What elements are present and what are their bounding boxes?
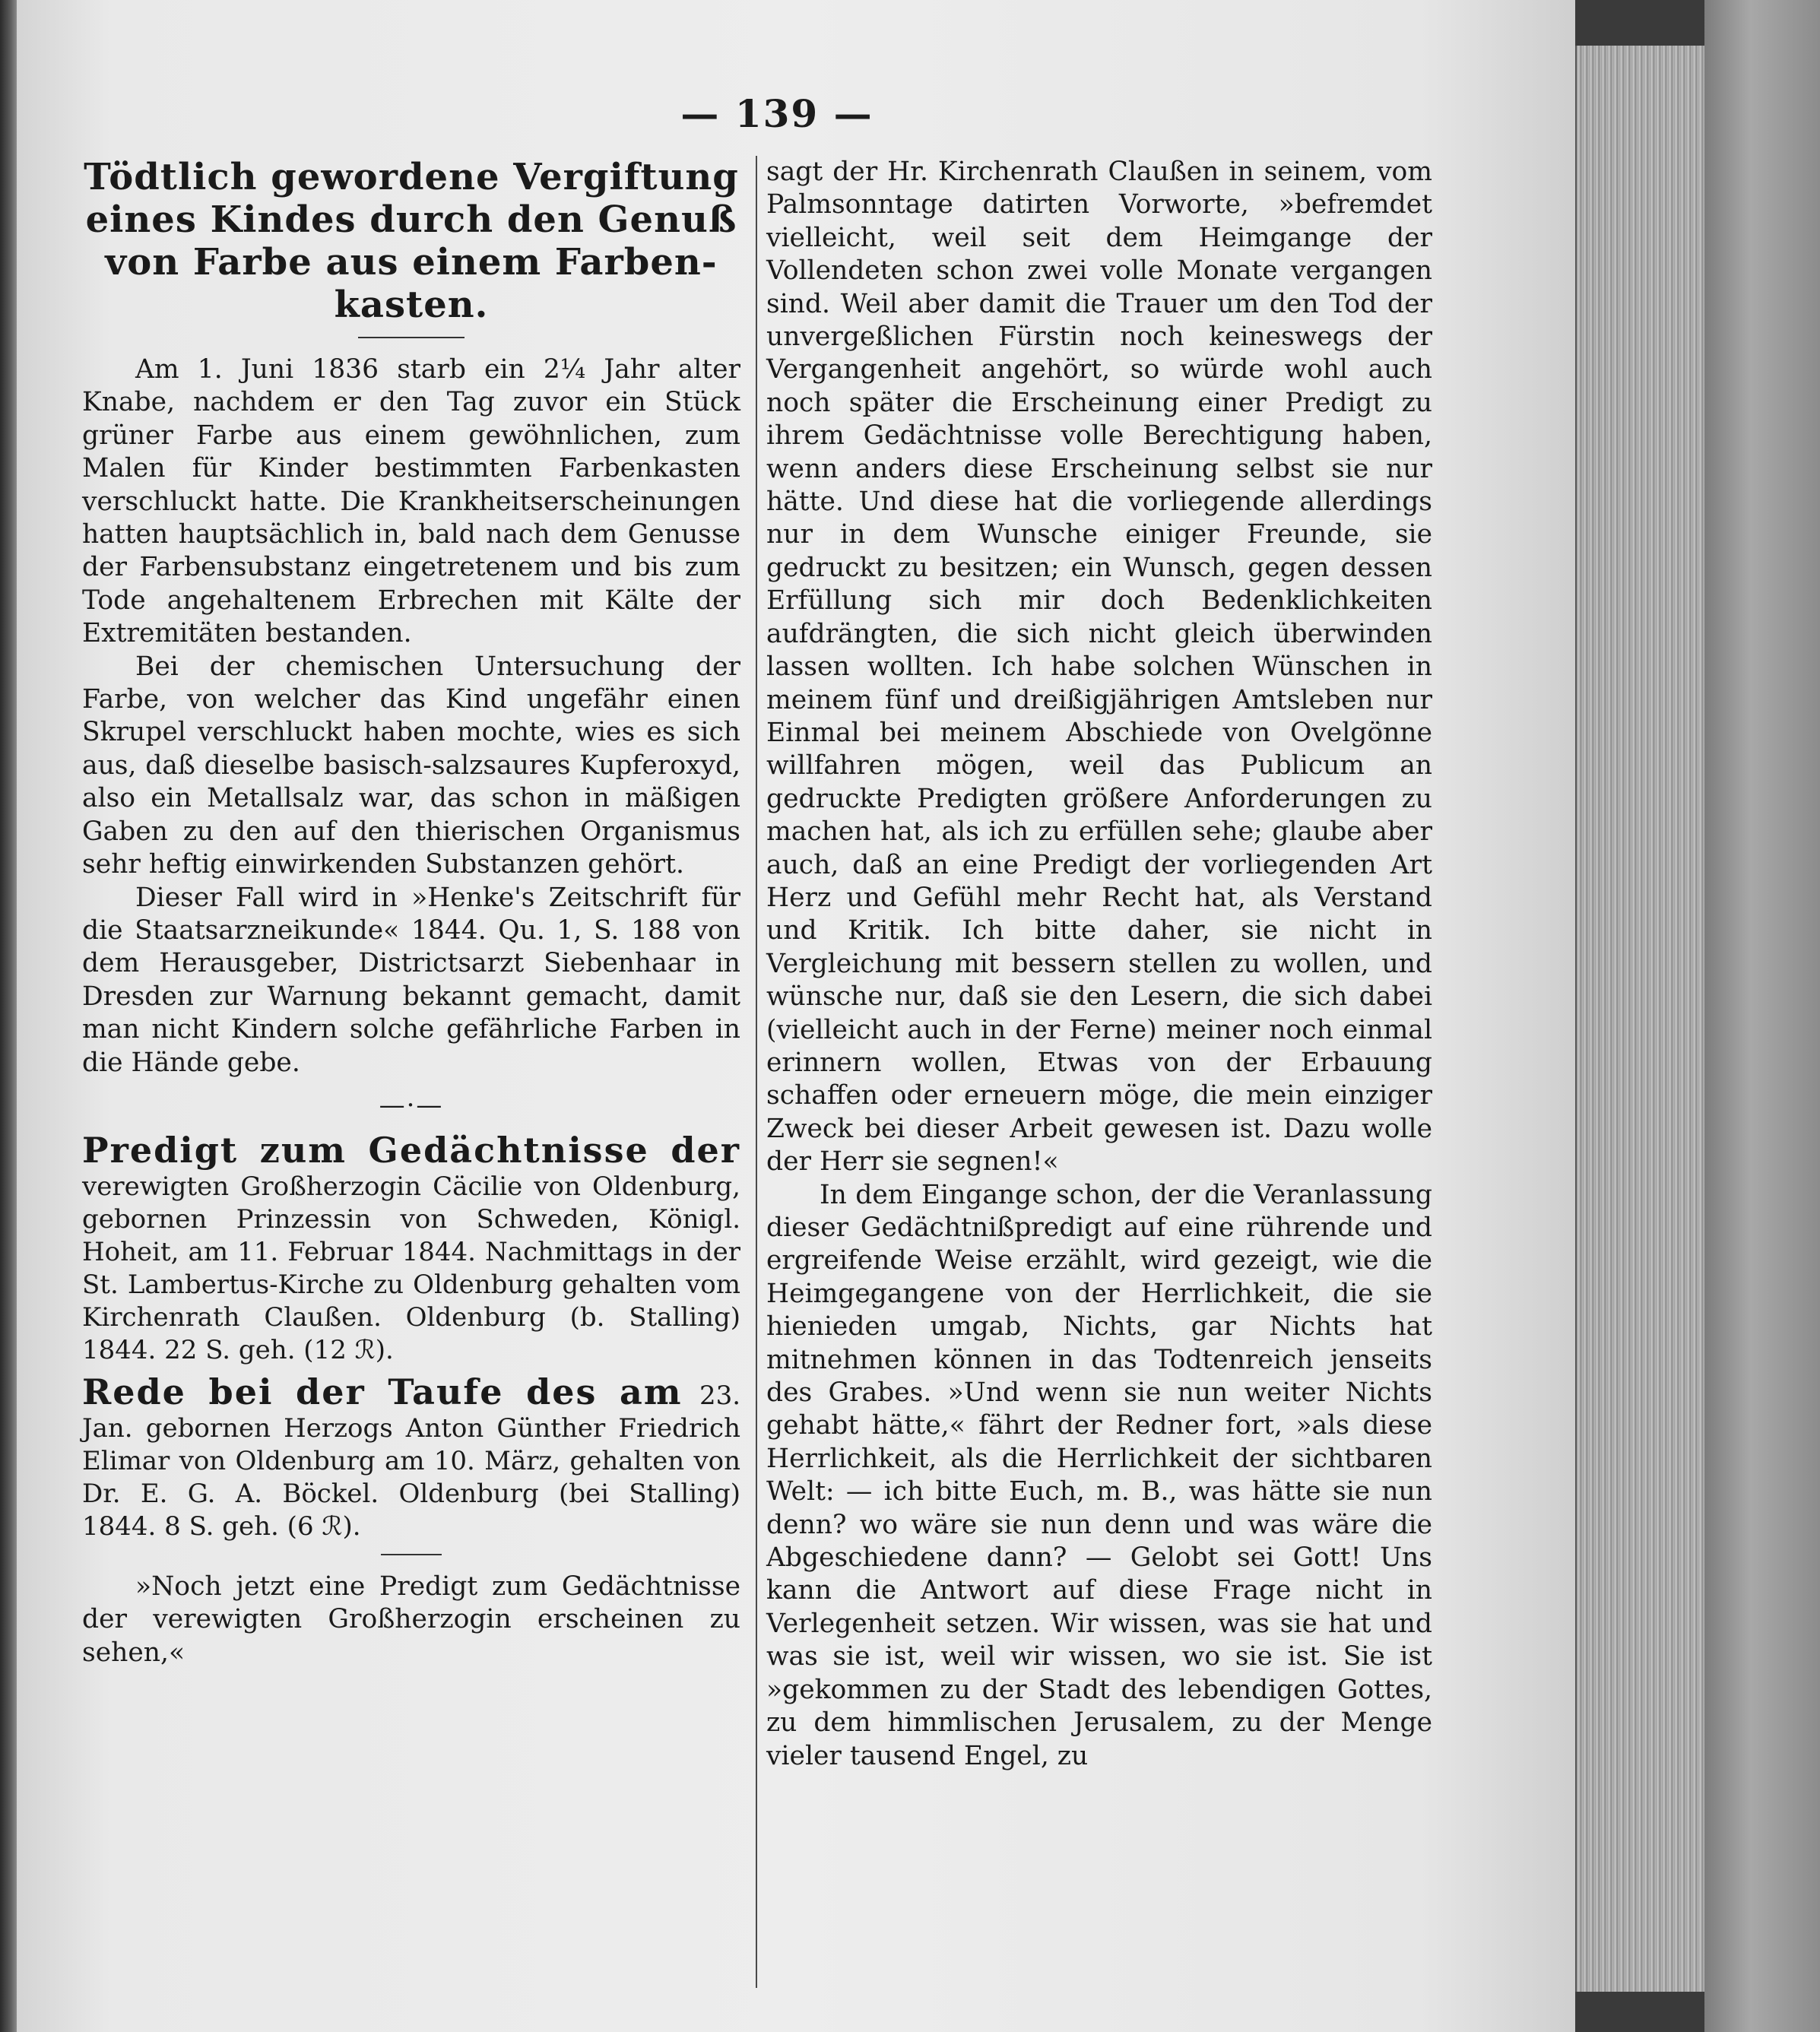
book-cover-edge	[1704, 0, 1820, 2032]
right-paragraph-1: sagt der Hr. Kirchenrath Claußen in seinem, vom Palmsonntage datirten Vorworte, »befremdet vielleicht, weil seit dem Heimgange der Vollendeten schon zwei volle Monate vergangen sind. Weil aber damit die Trauer um den Tod der unvergeßlichen Fürstin noch keineswegs der Vergangenheit angehört, so würde wohl auch noch später die Erscheinung einer Predigt zu ihrem Gedächtnisse volle Berechtigung haben, wenn anders diese Erscheinung selbst sie nur hätte. Und diese hat die vorliegende allerdings nur in dem Wunsche einiger Freunde, sie gedruckt zu besitzen; ein Wunsch, gegen dessen Erfüllung sich mir doch Bedenklichkeiten aufdrängten, die sich nicht gleich überwinden lassen wollten. Ich habe solchen Wünschen in meinem fünf und dreißigjährigen Amtsleben nur Einmal bei meinem Abschiede von Ovelgönne willfahren mögen, weil das Publicum an gedruckte Predigten größere Anforderungen zu machen hat, als ich zu erfüllen sehe; glaube aber auch, daß an eine Predigt der vorliegenden Art Herz und Gefühl mehr Recht hat, als Verstand und Kritik. Ich bitte daher, sie nicht in Vergleichung mit bessern stellen zu wollen, und wünsche nur, daß sie den Lesern, die sich dabei (vielleicht auch in der Ferne) meiner noch einmal erinnern wollen, Etwas von der Erbauung schaffen oder erneuern möge, die mein einziger Zweck bei dieser Arbeit gewesen ist. Dazu wolle der Herr sie segnen!«	[766, 157, 1432, 1178]
right-column	[766, 156, 1432, 1773]
review-body-baptism: 23. Jan. gebornen Herzogs Anton Günther Friedrich Elimar von Oldenburg am 10. März, gehalten von Dr. E. G. A. Böckel. Oldenburg (bei Stalling) 1844. 8 S. geh. (6 ℛ).	[82, 1380, 741, 1542]
article-paragraph-2: Bei der chemischen Untersuchung der Farbe, von welcher das Kind ungefähr einen Skrupel verschluckt haben mochte, wies es sich aus, daß dieselbe basisch-salzsaures Kupferoxyd, also ein Metallsalz war, das schon in mäßigen Gaben zu den auf den thierischen Organismus sehr heftig einwirkenden Substanzen gehört.	[82, 651, 740, 880]
review-entry-sermon	[82, 1129, 740, 1367]
review-entry-baptism	[82, 1371, 741, 1543]
title-rule	[358, 337, 465, 338]
page-number: — 139 —	[680, 91, 874, 136]
previous-page-edge	[0, 0, 17, 2032]
right-paragraph-2: In dem Eingange schon, der die Veranlassung dieser Gedächtnißpredigt auf eine rührende und ergreifende Weise erzählt, wird gezeigt, wie die Heimgegangene von der Herrlichkeit, die sie hienieden umgab, Nichts, gar Nichts hat mitnehmen können in das Todtenreich jenseits des Grabes. »Und wenn sie nun weiter Nichts gehabt hätte,« fährt der Redner fort, »als diese Herrlichkeit, als die Herrlichkeit der sichtbaren Welt: — ich bitte Euch, m. B., was hätte sie nun denn? wo wäre sie nun denn und was wäre die Abgeschiedene dann? — Gelobt sei Gott! Uns kann die Antwort auf diese Frage nicht in Verlegenheit setzen. Wir wissen, was sie hat und was sie ist, weil wir wissen, wo sie ist. Sie ist »gekommen zu der Stadt des lebendigen Gottes, zu dem himmlischen Jerusalem, zu der Menge vieler tausend Engel, zu	[766, 1179, 1432, 1771]
section-ornament: —·—	[379, 1089, 444, 1121]
article-paragraph-3: Dieser Fall wird in »Henke's Zeitschrift für die Staatsarzneikunde« 1844. Qu. 1, S. 188 von dem Herausgeber, Districtsarzt Siebenhaar in Dresden zur Warnung bekannt gemacht, damit man nicht Kindern solche gefährliche Farben in die Hände gebe.	[82, 882, 740, 1078]
book-page	[17, 0, 1575, 2032]
review-title-sermon: Predigt zum Gedächtnisse der	[82, 1129, 740, 1171]
article-title-poisoning: Tödtlich gewordene Vergiftung eines Kindes durch den Genuß von Farbe aus einem Farben-kasten.	[84, 156, 739, 326]
left-column	[82, 156, 740, 1669]
article-paragraph-1: Am 1. Juni 1836 starb ein 2¼ Jahr alter Knabe, nachdem er den Tag zuvor ein Stück grüner Farbe aus einem gewöhnlichen, zum Malen für Kinder bestimmten Farbenkasten verschluckt hatte. Die Krankheitserscheinungen hatten hauptsächlich in, bald nach dem Genusse der Farbensubstanz eingetretenem und bis zum Tode angehaltenem Erbrechen mit Kälte der Extremitäten bestanden.	[82, 354, 740, 649]
column-divider	[756, 156, 757, 1988]
section-rule	[381, 1554, 442, 1555]
review-title-baptism: Rede bei der Taufe des am	[82, 1371, 683, 1412]
review-body-sermon: verewigten Großherzogin Cäcilie von Oldenburg, gebornen Prinzessin von Schweden, Königl. Hoheit, am 11. Februar 1844. Nachmittags in der St. Lambertus-Kirche zu Oldenburg gehalten vom Kirchenrath Claußen. Oldenburg (b. Stalling) 1844. 22 S. geh. (12 ℛ).	[82, 1171, 740, 1365]
closing-paragraph: »Noch jetzt eine Predigt zum Gedächtnisse der verewigten Großherzogin erscheinen zu sehen,«	[82, 1571, 740, 1668]
page-block-edge	[1575, 46, 1706, 1992]
